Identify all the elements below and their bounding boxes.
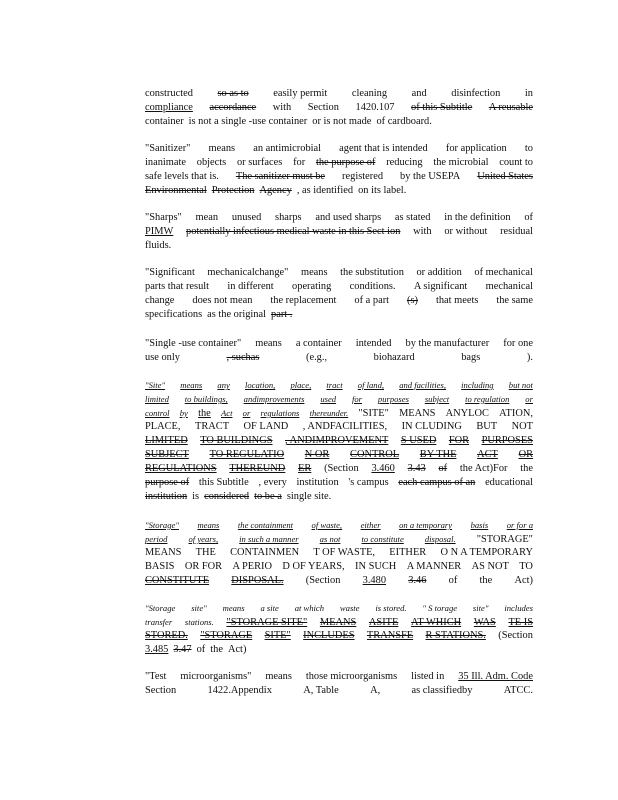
deleted-text: the purpose of [315,157,376,168]
deleted-text: CONSTITUTE [145,575,210,586]
text-run: BUT [476,421,498,432]
paragraph-construction [145,87,533,129]
text-line [145,378,533,392]
paragraph-significant-mechanical-change [145,266,533,322]
deleted-text: United States [477,171,533,182]
text-run: easily permit [273,88,328,99]
deleted-text: , suchas [226,352,260,363]
text-run: with [413,226,432,237]
inserted-text: of years, [188,534,219,544]
text-line [145,211,533,225]
text-run: 1422.Appendix [207,685,272,696]
text-line [145,574,533,588]
text-run: on its label. [358,185,407,196]
text-run: OF LAND [243,421,289,432]
inserted-text: of waste, [311,520,343,530]
text-run: a site [260,603,279,613]
deleted-text: (s) [407,295,418,306]
deleted-text: Protection [211,185,255,196]
text-run: biohazard [373,352,415,363]
deleted-text: BY THE [419,449,457,460]
text-line [145,518,533,532]
inserted-text: andimprovements [243,394,305,404]
text-run: ATCC. [503,685,533,696]
inserted-text: or for a [506,520,533,530]
deleted-text: N OR [304,449,330,460]
text-run: and used sharps [315,212,382,223]
text-run: "STORAGE" [476,534,533,545]
text-run: mean [195,212,219,223]
text-run: "Significant [145,267,195,278]
text-line [145,239,533,253]
deleted-text: accordance [209,102,257,113]
text-run: "Single -use container" [145,338,242,349]
paragraph-sanitizer [145,142,533,198]
inserted-text: regulations [260,408,300,418]
inserted-text: PIMW [145,226,174,237]
text-run: "Sharps" [145,212,182,223]
text-run: institution [296,477,339,488]
inserted-text: basis [470,520,489,530]
text-run: site" [191,603,207,613]
deleted-text: TE IS [508,617,533,628]
text-line [145,156,533,170]
deleted-text: ACT [477,449,498,460]
text-run: as the original [207,309,267,320]
inserted-text: to constitute [361,534,404,544]
text-run: that meets [435,295,479,306]
text-run: means [300,267,328,278]
inserted-text: or [525,394,533,404]
inserted-text: control [145,408,170,418]
text-line [145,546,533,560]
text-run: of [448,575,458,586]
text-run: EITHER [389,547,427,558]
deleted-text: 3.47 [173,644,192,655]
deleted-text: PURPOSES [481,435,533,446]
text-line [145,392,533,406]
text-run: single site. [286,491,332,502]
text-run: OR FOR [184,561,223,572]
text-run: is stored. [375,603,407,613]
inserted-text: on a temporary [399,520,453,530]
text-run: the [520,463,533,474]
text-run: "Test [145,671,167,682]
text-run: A, Table [303,685,339,696]
text-run: Act) [227,644,247,655]
text-run: O N A TEMPORARY [440,547,533,558]
text-line [145,615,533,629]
deleted-text: part . [271,309,293,320]
text-run: AS NOT [471,561,509,572]
inserted-text: period [145,534,168,544]
text-run: change [145,295,175,306]
text-run: TRACT [194,421,230,432]
text-run: or is not made [312,116,372,127]
text-run: cleaning [351,88,388,99]
text-run: means [255,338,282,349]
text-run: count to [499,157,533,168]
text-run: "Sanitizer" [145,143,191,154]
text-run: sharps [275,212,302,223]
inserted-text: used [320,394,337,404]
text-run: " S torage [422,603,458,613]
inserted-text: either [360,520,381,530]
text-run: or surfaces [236,157,283,168]
text-run: in [524,88,533,99]
text-run: Section [307,102,339,113]
text-line [145,532,533,546]
deleted-text: ASITE [368,617,399,628]
text-line [145,351,533,365]
text-run: (Section [324,463,359,474]
deleted-text: Agency [259,185,292,196]
text-line [145,462,533,476]
inserted-text: for [351,394,362,404]
text-run: 1420.107 [355,102,395,113]
inserted-text: 3.480 [362,575,387,586]
text-run: bags [461,352,481,363]
text-run: of [196,644,206,655]
text-run: in different [227,281,274,292]
text-run: intended [355,338,392,349]
deleted-text: institution [145,491,188,502]
text-run: use only [145,352,180,363]
text-line [145,115,533,129]
text-run: mechanicalchange" [207,267,289,278]
text-line [145,337,533,351]
deleted-text: WAS [473,617,496,628]
deleted-text: REGULATIONS [145,463,217,474]
text-run: means [222,603,245,613]
paragraph-storage [145,518,533,588]
inserted-text: "Storage" [145,520,179,530]
inserted-text: 3.485 [145,644,169,655]
inserted-text: 3.460 [371,463,395,474]
text-run: the [210,644,223,655]
text-run: container [145,116,184,127]
text-line [145,266,533,280]
text-run: Act) [514,575,533,586]
text-run: with [272,102,292,113]
deleted-text: STORED. [145,630,188,641]
inserted-text: Act [221,408,233,418]
inserted-text: compliance [145,102,193,113]
text-run: Section [145,685,177,696]
text-run: "SITE" [358,408,389,419]
text-line [145,490,533,504]
text-run: of cardboard. [376,116,432,127]
text-line [145,601,533,615]
text-run: an antimicrobial [253,143,322,154]
inserted-text: subject [424,394,450,404]
text-run: (Section [305,575,341,586]
text-run: T OF WASTE, [313,547,376,558]
text-run: MEANS [399,408,436,419]
text-run: CONTAINMEN [230,547,300,558]
inserted-text: any [217,380,230,390]
text-run: constructed [145,88,193,99]
text-line [145,225,533,239]
text-run: waste [339,603,360,613]
deleted-text: , ANDIMPROVEMENT [284,435,389,446]
text-run: in the definition [444,212,511,223]
text-run: agent that is intended [339,143,428,154]
text-run: this Subtitle [198,477,249,488]
inserted-text: the containment [237,520,294,530]
text-line [145,294,533,308]
deleted-text: each campus of an [398,477,476,488]
text-run: ANYLOC [445,408,489,419]
text-run: THE [195,547,216,558]
text-line [145,670,533,684]
inserted-text: to buildings, [184,394,228,404]
text-run: "Storage [145,603,176,613]
text-run: A, [370,685,381,696]
text-run: educational [485,477,533,488]
text-run: operating [292,281,332,292]
deleted-text: of [438,463,448,474]
text-run: or without [444,226,488,237]
text-run: those microorganisms [305,671,398,682]
text-run: or addition [416,267,462,278]
text-run: the Act)For [459,463,508,474]
text-run: objects [196,157,227,168]
text-run: ATION, [499,408,533,419]
text-run: the replacement [270,295,337,306]
text-run: fluids. [145,240,172,251]
text-run: to [524,143,533,154]
inserted-text: tract [326,380,343,390]
text-line [145,406,533,420]
text-run: (Section [498,630,533,641]
text-line [145,142,533,156]
deleted-text: ER [298,463,312,474]
text-run: by the manufacturer [405,338,490,349]
text-run: BASIS [145,561,175,572]
deleted-text: of this Subtitle [411,102,473,113]
text-run: the [479,575,493,586]
text-run: A significant [413,281,468,292]
inserted-text: disposal. [424,534,456,544]
deleted-text: potentially infectious medical waste in this Sect ion [186,226,401,237]
deleted-text: The sanitizer must be [235,171,326,182]
text-run: as stated [394,212,431,223]
deleted-text: so as to [217,88,249,99]
text-run: unused [231,212,262,223]
inserted-text: limited [145,394,169,404]
text-line [145,448,533,462]
inserted-text: including [461,380,494,390]
text-line [145,184,533,198]
text-run: is not a single -use container [188,116,308,127]
inserted-text: means [180,380,203,390]
deleted-text: AT WHICH [411,617,462,628]
text-run: TO [519,561,533,572]
text-run: PLACE, [145,421,181,432]
paragraph-site [145,378,533,504]
inserted-text: "Site" [145,380,166,390]
text-run: mechanical [485,281,533,292]
deleted-text: THEREUND [229,463,286,474]
inserted-text: the [198,408,211,419]
text-run: safe levels that is. [145,171,219,182]
deleted-text: OR [518,449,533,460]
text-run: (e.g., [306,352,328,363]
text-run: transfer [145,617,173,627]
paragraph-storage-site [145,601,533,657]
text-line [145,101,533,115]
deleted-text: 3.43 [407,463,426,474]
text-run: inanimate [145,157,186,168]
deleted-text: MEANS [319,617,357,628]
paragraph-test-microorganisms [145,670,533,698]
text-run: for one [503,338,533,349]
inserted-text: means [197,520,220,530]
text-run: site" [472,603,489,613]
text-run: IN CLUDING [401,421,462,432]
deleted-text: FOR [448,435,470,446]
deleted-text: to be a [254,491,282,502]
text-run: , every [258,477,287,488]
deleted-text: LIMITED [145,435,188,446]
text-run: , ANDFACILITIES, [302,421,388,432]
inserted-text: location, [244,380,276,390]
deleted-text: R STATIONS. [425,630,486,641]
deleted-text: DISPOSAL. [231,575,284,586]
text-run: as classifiedby [411,685,473,696]
text-run: stations. [184,617,214,627]
text-run: registered [342,171,384,182]
deleted-text: INCLUDES [303,630,355,641]
text-run: the same [496,295,533,306]
deleted-text: SUBJECT [145,449,189,460]
text-run: and [411,88,427,99]
inserted-text: purposes [377,394,409,404]
deleted-text: purpose of [145,477,190,488]
inserted-text: place, [290,380,312,390]
inserted-text: but not [508,380,533,390]
text-line [145,87,533,101]
text-line [145,170,533,184]
text-run: , as identified [296,185,354,196]
text-run: residual [500,226,533,237]
text-line [145,308,533,322]
text-run: NOT [511,421,533,432]
text-run: means [265,671,292,682]
deleted-text: "STORAGE [200,630,253,641]
text-run: disinfection [451,88,501,99]
text-line [145,643,533,657]
text-run: A PERIO [232,561,273,572]
text-run: listed in [411,671,445,682]
text-run: for application [445,143,507,154]
text-line [145,560,533,574]
deleted-text: TO BUILDINGS [200,435,273,446]
deleted-text: SITE" [264,630,291,641]
text-run: reducing [386,157,423,168]
text-run: parts that result [145,281,210,292]
deleted-text: "STORAGE SITE" [226,617,308,628]
text-run: IN SUCH [355,561,397,572]
text-run: MEANS [145,547,182,558]
text-line [145,684,533,698]
deleted-text: TO REGULATIO [209,449,285,460]
inserted-text: as not [319,534,341,544]
deleted-text: TRANSFE [366,630,414,641]
deleted-text: S USED [400,435,437,446]
inserted-text: and facilities, [399,380,446,390]
inserted-text: in such a manner [239,534,299,544]
deleted-text: Environmental [145,185,207,196]
inserted-text: 35 Ill. Adm. Code [458,671,533,682]
text-run: is [192,491,200,502]
deleted-text: 3.46 [408,575,427,586]
text-run: ). [526,352,533,363]
text-line [145,476,533,490]
inserted-text: or [242,408,251,418]
text-line [145,420,533,434]
deleted-text: A reusable [488,102,533,113]
inserted-text: thereunder. [309,408,349,418]
paragraph-single-use-container [145,337,533,365]
deleted-text: CONTROL [350,449,400,460]
text-run: the microbial [433,157,489,168]
text-run: A MANNER [406,561,462,572]
text-line [145,280,533,294]
paragraph-sharps [145,211,533,253]
deleted-text: considered [204,491,250,502]
text-line [145,629,533,643]
text-run: includes [504,603,533,613]
text-run: a container [295,338,342,349]
text-run: of mechanical [474,267,533,278]
text-run: D OF YEARS, [282,561,345,572]
text-run: specifications [145,309,203,320]
text-run: conditions. [349,281,396,292]
text-run: at which [294,603,325,613]
inserted-text: of land, [357,380,385,390]
inserted-text: by [179,408,188,418]
text-run: 's campus [348,477,389,488]
text-run: means [208,143,236,154]
text-line [145,434,533,448]
text-run: by the USEPA [400,171,461,182]
text-run: does not mean [192,295,253,306]
text-run: for [293,157,306,168]
text-run: of [524,212,533,223]
text-run: the substitution [340,267,404,278]
inserted-text: to regulation [465,394,510,404]
text-run: microorganisms" [180,671,252,682]
text-run: of a part [354,295,390,306]
